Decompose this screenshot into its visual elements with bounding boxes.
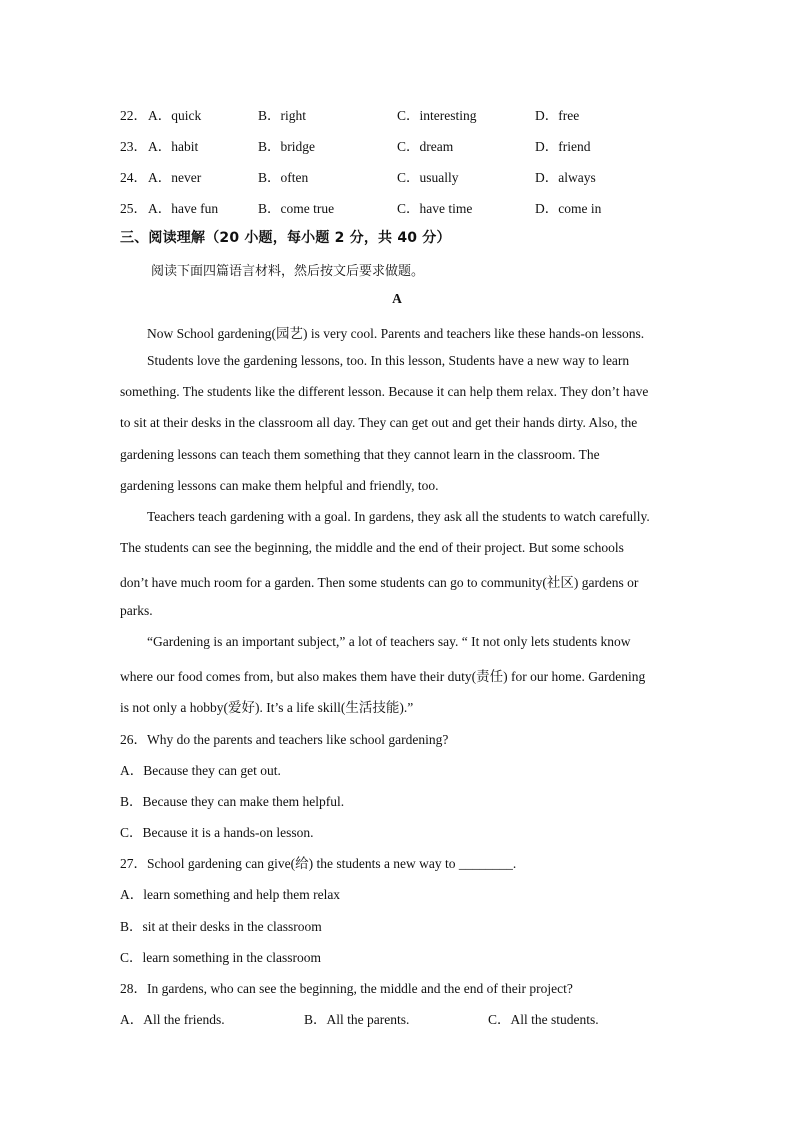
option-c: C．usually	[397, 170, 459, 185]
passage-line: “Gardening is an important subject,” a lot of teachers say. “ It not only lets students know	[147, 634, 631, 649]
passage-line: something. The students like the different lesson. Because it can help them relax. They don’t have	[120, 384, 649, 399]
passage-line: gardening lessons can teach them something that they cannot learn in the classroom. The	[120, 447, 600, 462]
question-number: 24．	[120, 170, 147, 185]
option-d: D．free	[535, 108, 580, 123]
section-title: 三、阅读理解（20 小题，每小题 2 分，共 40 分）	[120, 230, 451, 246]
option-a: A．have fun	[148, 201, 219, 216]
passage-line: is not only a hobby(爱好). It’s a life skill(生活技能).”	[120, 700, 414, 715]
question-26-stem: 26．Why do the parents and teachers like school gardening?	[120, 732, 449, 747]
passage-line: Teachers teach gardening with a goal. In gardens, they ask all the students to watch carefully.	[147, 509, 650, 524]
passage-line: don’t have much room for a garden. Then some students can go to community(社区) gardens or	[120, 575, 639, 590]
question-number: 23．	[120, 139, 147, 154]
option-a: A．quick	[148, 108, 202, 123]
choice-row-24	[120, 166, 680, 186]
option-c: C．have time	[397, 201, 473, 216]
option-a: A．habit	[148, 139, 199, 154]
question-27-stem: 27．School gardening can give(给) the students a new way to ________.	[120, 856, 517, 871]
question-26-option-b: B．Because they can make them helpful.	[120, 794, 345, 809]
question-26-option-c: C．Because it is a hands-on lesson.	[120, 825, 314, 840]
option-d: D．always	[535, 170, 596, 185]
question-27-option-b: B．sit at their desks in the classroom	[120, 919, 322, 934]
option-b: B．right	[258, 108, 307, 123]
option-d: D．friend	[535, 139, 591, 154]
passage-line: gardening lessons can make them helpful and friendly, too.	[120, 478, 439, 493]
question-27-option-c: C．learn something in the classroom	[120, 950, 321, 965]
passage-label: A	[392, 291, 402, 306]
question-26-option-a: A．Because they can get out.	[120, 763, 281, 778]
passage-line: parks.	[120, 603, 153, 618]
passage-line: where our food comes from, but also makes them have their duty(责任) for our home. Gardening	[120, 669, 646, 684]
passage-line: to sit at their desks in the classroom all day. They can get out and get their hands dirty. Also, the	[120, 415, 638, 430]
option-b: B．bridge	[258, 139, 315, 154]
question-28-options	[120, 1008, 680, 1028]
option-d: D．come in	[535, 201, 602, 216]
passage-line: Students love the gardening lessons, too. In this lesson, Students have a new way to learn	[147, 353, 630, 368]
choice-row-25	[120, 197, 680, 217]
choice-row-22	[120, 104, 680, 124]
option-a: A．never	[148, 170, 202, 185]
question-28-option-c: C．All the students.	[488, 1012, 599, 1027]
question-number: 22．	[120, 108, 147, 123]
passage-line: Now School gardening(园艺) is very cool. Parents and teachers like these hands-on lessons.	[147, 326, 645, 341]
option-c: C．dream	[397, 139, 454, 154]
question-28-stem: 28．In gardens, who can see the beginning, the middle and the end of their project?	[120, 981, 573, 996]
question-number: 25．	[120, 201, 147, 216]
question-28-option-b: B．All the parents.	[304, 1012, 410, 1027]
option-c: C．interesting	[397, 108, 477, 123]
passage-line: The students can see the beginning, the middle and the end of their project. But some schools	[120, 540, 624, 555]
option-b: B．come true	[258, 201, 335, 216]
question-27-option-a: A．learn something and help them relax	[120, 887, 341, 902]
section-instruction: 阅读下面四篇语言材料，然后按文后要求做题。	[151, 264, 425, 279]
choice-row-23	[120, 135, 680, 155]
option-b: B．often	[258, 170, 309, 185]
question-28-option-a: A．All the friends.	[120, 1012, 225, 1027]
